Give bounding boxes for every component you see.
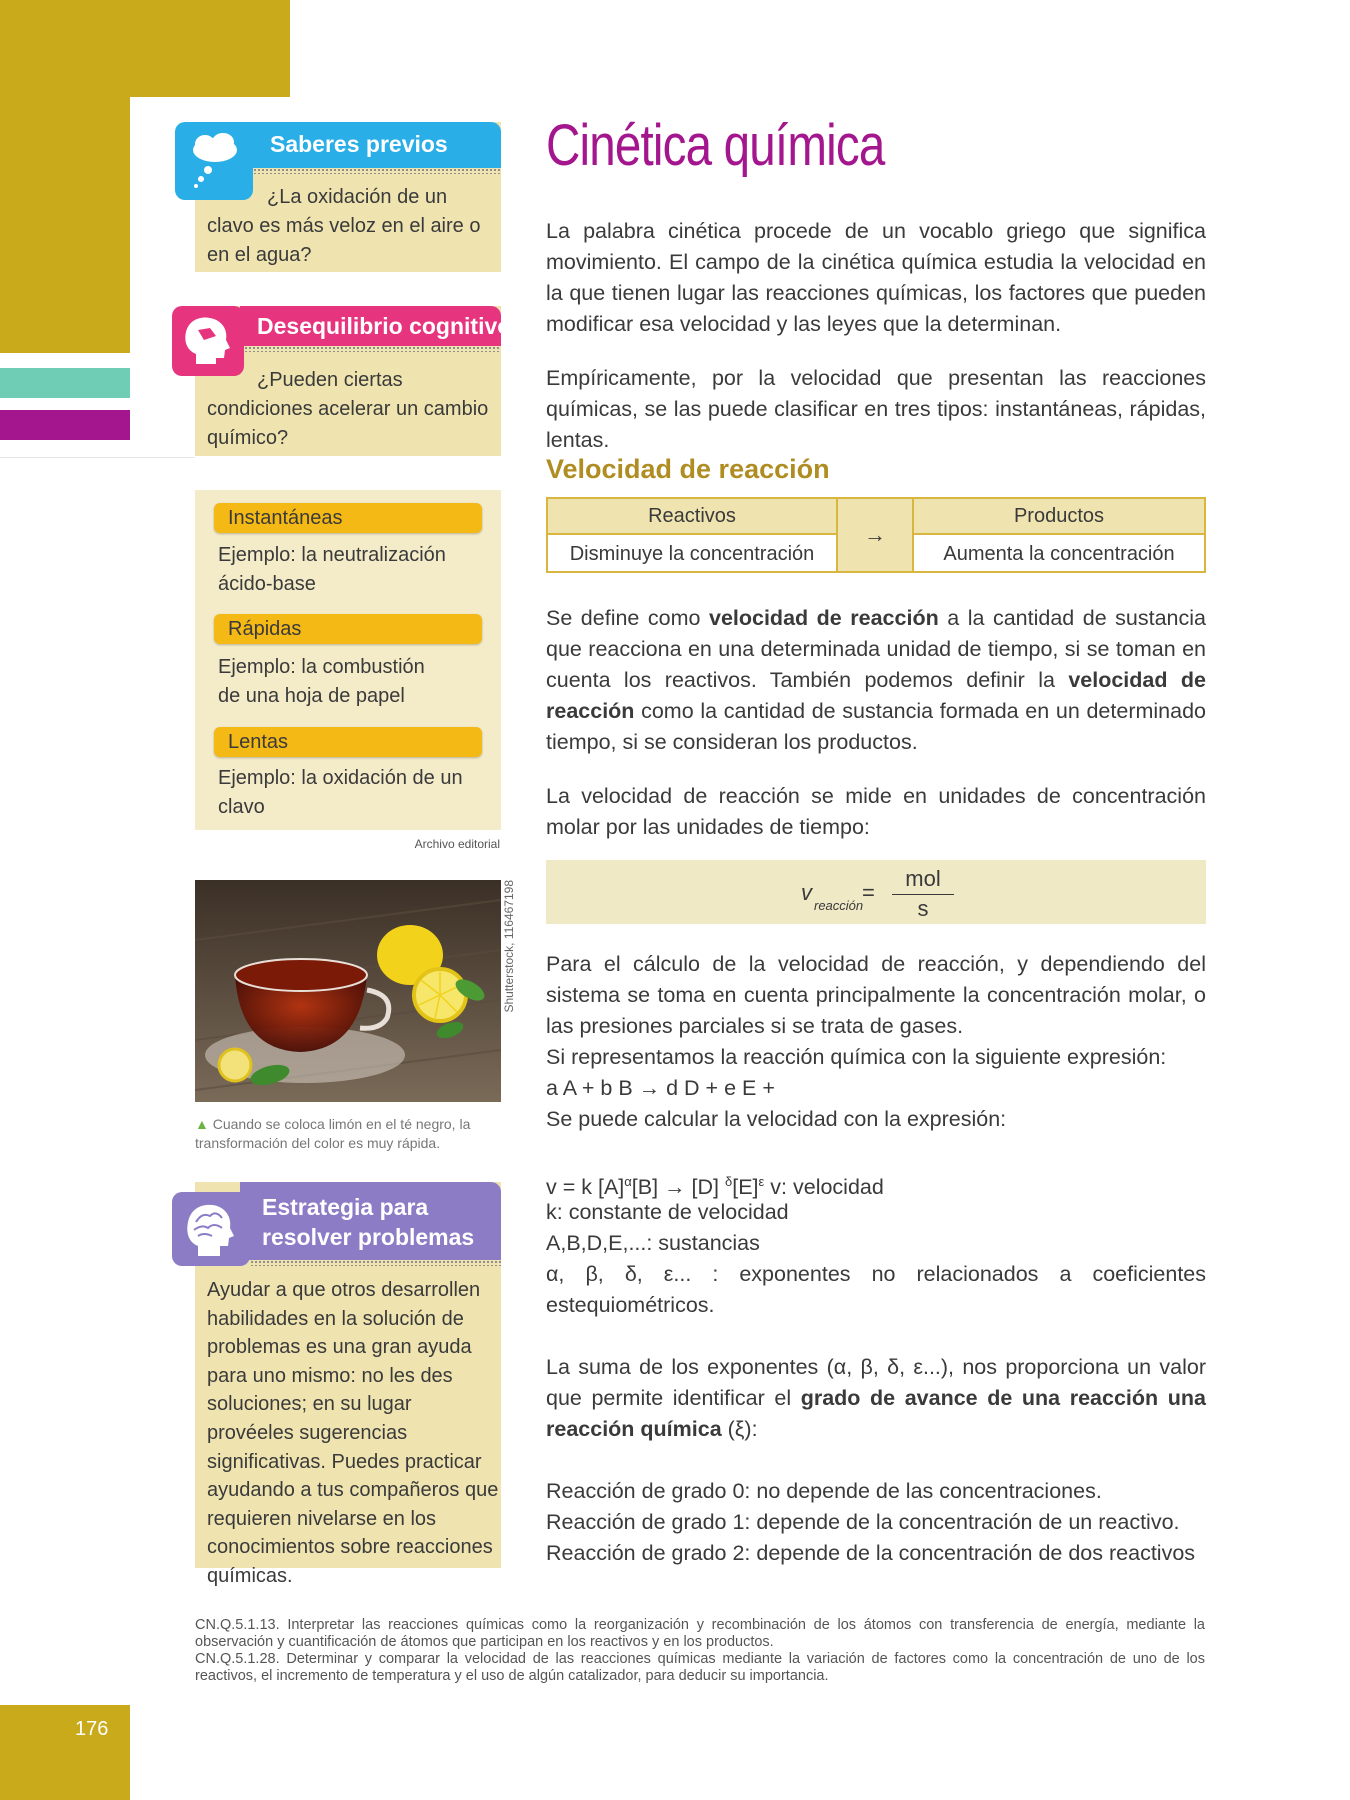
archive-credit: Archivo editorial [414, 837, 500, 851]
paragraph-units: La velocidad de reacción se mide en unidades de concentración molar por las unidades de tiempo: [546, 784, 1206, 839]
order-0: Reacción de grado 0: no depende de las concentraciones. [546, 1479, 1102, 1503]
type-label-rapidas: Rápidas [214, 614, 482, 644]
rate-law-equation: v = k $[A]^\alpha[B] \to [D]$ $^\delta[E]^\varepsilon$ v: velocidad [546, 1174, 884, 1200]
page-number: 176 [75, 1718, 109, 1740]
desequilibrio-title: Desequilibrio cognitivo [257, 313, 512, 339]
dotted-divider [250, 1260, 501, 1266]
type-label-instantaneas: Instantáneas [214, 503, 482, 533]
saberes-previos-title: Saberes previos [270, 131, 448, 157]
reference-1: CN.Q.5.1.13. Interpretar las reacciones químicas como la reorganización y recombinación de los átomos con transferencia de energía, mediante la observación y cuantificación de átomos que participan en los reactivos y en los productos. [195, 1617, 1205, 1650]
order-2: Reacción de grado 2: depende de la concentración de dos reactivos [546, 1541, 1196, 1565]
desequilibrio-text: ¿Pueden ciertas condiciones acelerar un cambio químico? [207, 369, 489, 449]
table-header-productos: Productos [914, 499, 1204, 533]
order-1: Reacción de grado 1: depende de la concentración de un reactivo. [546, 1510, 1180, 1534]
type-example-rapidas: Ejemplo: la combustión de una hoja de papel [218, 656, 425, 707]
rate-formula: v reacción = mol s [546, 860, 1206, 924]
paragraph-rate-intro: Se puede calcular la velocidad con la expresión: [546, 1107, 1007, 1131]
dotted-divider [253, 168, 501, 174]
type-example-instantaneas: Ejemplo: la neutralización ácido-base [218, 544, 446, 595]
reaction-expression: a A + b B → d D + e E + [546, 1076, 775, 1100]
paragraph-expression-intro: Si representamos la reacción química con la siguiente expresión: [546, 1045, 1167, 1069]
table-header-reactivos: Reactivos [548, 499, 836, 533]
type-example-lentas: Ejemplo: la oxidación de un clavo [218, 767, 463, 818]
decorative-gold-band-left [0, 97, 130, 353]
definition-exponents: α, β, δ, ε... : exponentes no relacionados a coeficientes estequiométricos. [546, 1262, 1206, 1317]
section-title-velocidad: Velocidad de reacción [546, 454, 830, 484]
triangle-icon: ▲ [195, 1116, 213, 1132]
definition-k: k: constante de velocidad [546, 1200, 789, 1224]
type-label-lentas: Lentas [214, 727, 482, 757]
paragraph-classification: Empíricamente, por la velocidad que presentan las reacciones químicas, se las puede clasificar en tres tipos: instantáneas, rápidas, lentas. [546, 366, 1206, 452]
saberes-previos-text: ¿La oxidación de un clavo es más veloz en el aire o en el agua? [207, 186, 481, 266]
estrategia-text: Ayudar a que otros desarrollen habilidades en la solución de problemas es una gran ayuda para uno mismo: no les des soluciones; en su lugar provéeles sugerencias significativas. Puedes practicar ayudando a tus compañeros que requieren nivelarse en los conocimientos sobre reacciones químicas. [207, 1279, 499, 1587]
brain-head-icon [172, 1192, 250, 1266]
reference-2: CN.Q.5.1.28. Determinar y comparar la velocidad de las reacciones químicas mediante la variación de factores como la concentración de uno de los reactivos, el incremento de temperatura y el uso de algún catalizador, para deducir su importancia. [195, 1651, 1205, 1684]
paragraph-calculation: Para el cálculo de la velocidad de reacción, y dependiendo del sistema se toma en cuenta principalmente la concentración molar, o las presiones parciales si se trata de gases. [546, 952, 1206, 1038]
table-cell-productos: Aumenta la concentración [914, 533, 1204, 571]
divider [0, 457, 195, 458]
paragraph-definition: Se define como velocidad de reacción a la cantidad de sustancia que reacciona en una determinada unidad de tiempo, si se toman en cuenta los reactivos. También podemos definir la velocidad de reacción como la cantidad de sustancia formada en un determinado tiempo, si se consideran los productos. [546, 606, 1206, 754]
decorative-purple-bar [0, 410, 130, 440]
dotted-divider [244, 346, 501, 352]
curriculum-references [195, 1617, 1205, 1685]
definition-substances: A,B,D,E,...: sustancias [546, 1231, 760, 1255]
table-cell-reactivos: Disminuye la concentración [548, 533, 836, 571]
paragraph-reaction-order: La suma de los exponentes (α, β, δ, ε...), nos proporciona un valor que permite identificar el grado de avance de una reacción una reacción química (ξ): [546, 1355, 1206, 1441]
estrategia-title: Estrategia para resolver problemas [262, 1194, 475, 1250]
page-title: Cinética química [546, 113, 885, 178]
tea-with-lemon-photo [195, 880, 501, 1102]
reactivos-productos-table [546, 497, 1206, 573]
paragraph-intro: La palabra cinética procede de un vocablo griego que significa movimiento. El campo de la cinética química estudia la velocidad en la que tienen lugar las reacciones químicas, los factores que pueden modificar esa velocidad y las leyes que la determinan. [546, 219, 1206, 336]
table-arrow: → [836, 499, 914, 571]
photo-credit: Shutterstock, 116467198 [502, 880, 516, 1013]
decorative-gold-band-top [0, 0, 290, 97]
decorative-teal-bar [0, 368, 130, 398]
photo-caption: ▲ Cuando se coloca limón en el té negro, la transformación del color es muy rápida. [195, 1116, 471, 1151]
